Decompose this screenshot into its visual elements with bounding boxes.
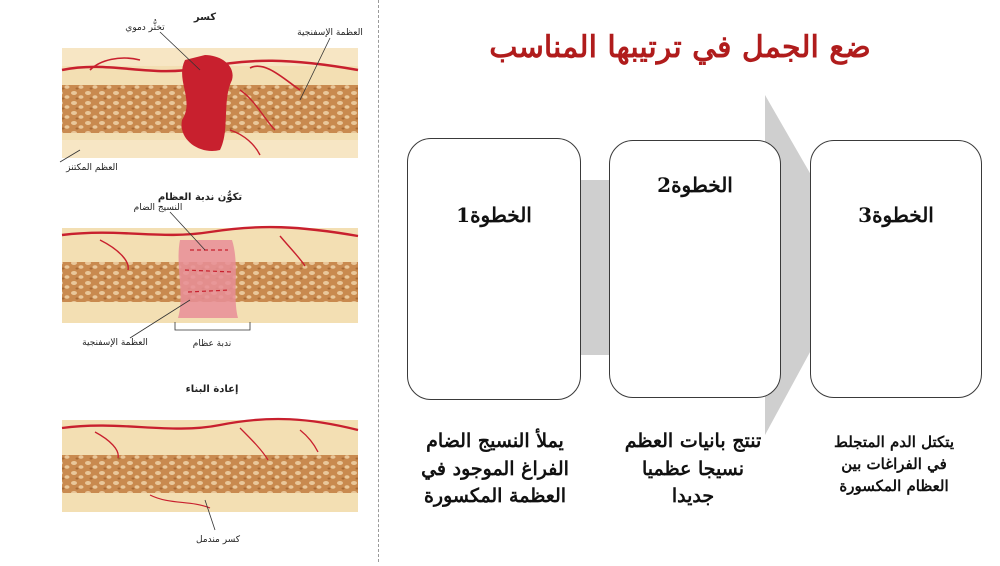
description-2-line-3: جديدا <box>671 485 715 508</box>
panel-divider <box>378 0 379 562</box>
step-1-label: الخطوة1 <box>456 203 532 227</box>
step-box-3[interactable] <box>810 140 982 398</box>
bone-healing-illustration <box>0 0 378 562</box>
description-card-3[interactable] <box>808 432 980 497</box>
panel2-title: تكوُّن ندبة العظام <box>157 192 243 203</box>
description-2-line-2: نسيجا عظميا <box>641 457 745 480</box>
description-3-line-2: في الفراغات بين <box>841 454 947 473</box>
panel3-title: إعادة البناء <box>185 384 239 395</box>
page-title: ضع الجمل في ترتيبها المناسب <box>489 30 871 65</box>
description-card-1[interactable] <box>402 428 588 511</box>
description-1-line-3: العظمة المكسورة <box>423 485 567 508</box>
panel-remodeling <box>62 384 358 545</box>
panel1-label-clot: تخثُّر دموي <box>125 23 165 33</box>
description-3-line-3: العظام المكسورة <box>839 476 949 495</box>
panel1-label-spongy: العظمة الإسفنجية <box>297 28 363 38</box>
step-box-2[interactable] <box>609 140 781 398</box>
description-card-2[interactable] <box>598 428 788 511</box>
panel1-label-compact: العظم المكتنز <box>66 163 118 173</box>
step-2-label: الخطوة2 <box>657 173 733 197</box>
panel-callus <box>62 190 358 349</box>
panel2-label-connective: النسيج الضام <box>133 203 183 213</box>
bone-healing-figure <box>0 0 378 562</box>
step-box-1[interactable] <box>407 138 581 400</box>
panel-fracture <box>60 12 363 173</box>
description-1-line-1: يملأ النسيج الضام <box>426 430 564 452</box>
description-3-line-1: يتكتل الدم المتجلط <box>833 433 955 451</box>
panel2-label-callus: ندبة عظام <box>192 339 232 349</box>
panel3-label-healed: كسر مندمل <box>195 535 241 545</box>
description-1-line-2: الفراغ الموجود في <box>421 457 569 480</box>
step-3-label: الخطوة3 <box>858 203 934 227</box>
panel2-label-spongy: العظمة الإسفنجية <box>82 338 148 348</box>
panel1-title: كسر <box>193 12 217 23</box>
description-2-line-1: تنتج بانيات العظم <box>624 430 762 452</box>
